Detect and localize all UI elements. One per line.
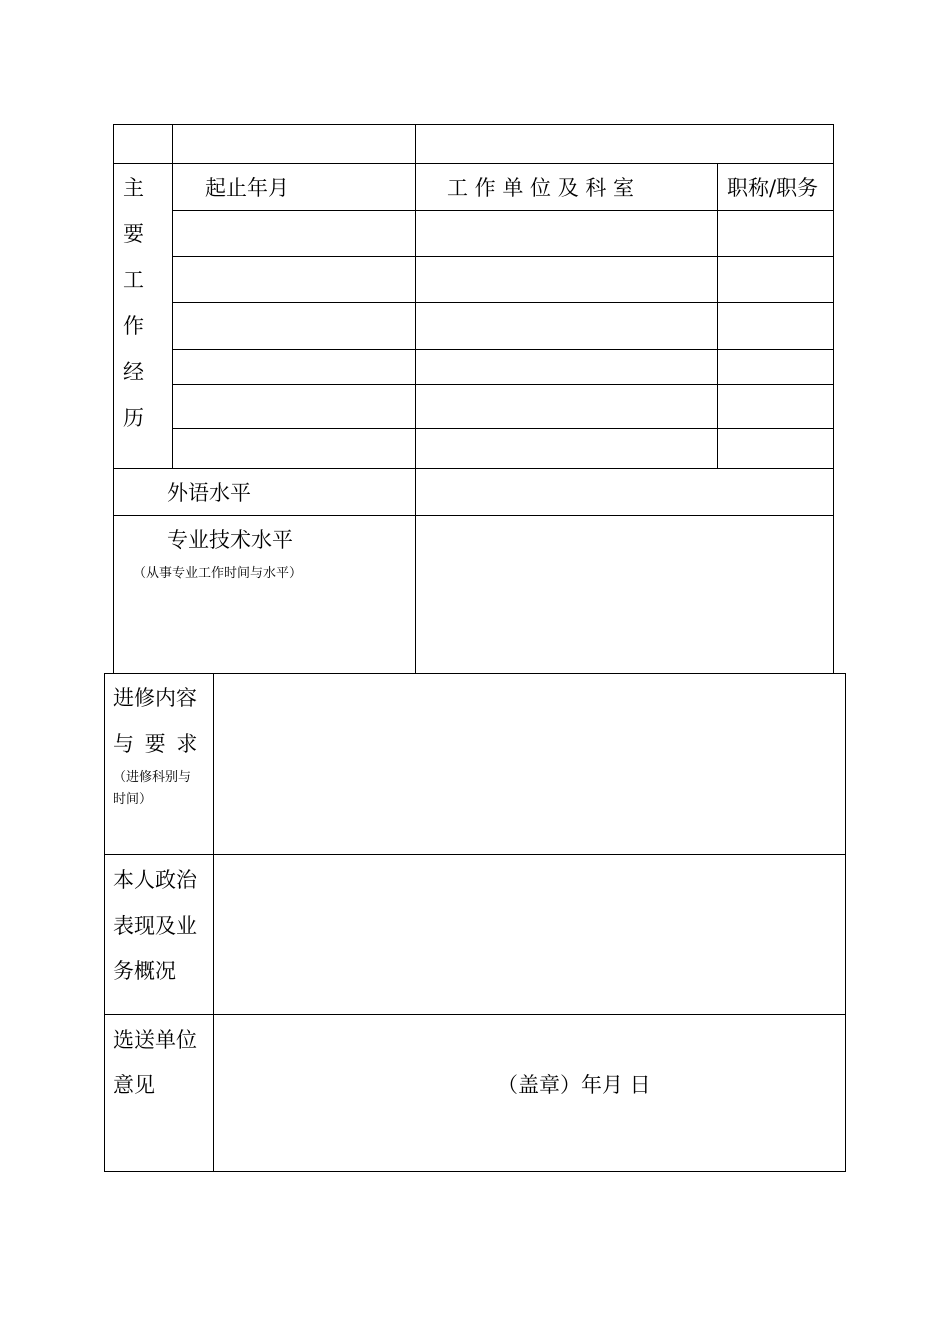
political-label-line1: 本人政治 xyxy=(113,868,197,892)
foreign-language-label: 外语水平 xyxy=(167,481,251,505)
side-char: 工 xyxy=(123,268,144,292)
title-cell[interactable] xyxy=(719,212,832,255)
training-label-line1: 进修内容 xyxy=(113,686,197,710)
unit-opinion-label-line2: 意见 xyxy=(113,1073,155,1097)
period-cell[interactable] xyxy=(174,351,414,383)
col-header-unit: 工 作 单 位 及 科 室 xyxy=(447,176,635,200)
period-cell[interactable] xyxy=(174,430,414,467)
training-field[interactable] xyxy=(215,675,844,853)
side-char: 作 xyxy=(123,314,144,338)
col-header-period: 起止年月 xyxy=(205,176,289,200)
title-cell[interactable] xyxy=(719,304,832,348)
title-cell[interactable] xyxy=(719,351,832,383)
side-char: 要 xyxy=(123,222,144,246)
side-char: 主 xyxy=(123,176,144,200)
training-label-line2: 与 要 求 xyxy=(113,732,200,756)
political-label-line3: 务概况 xyxy=(113,959,176,983)
training-note-line1: （进修科别与 xyxy=(113,770,192,785)
period-cell[interactable] xyxy=(174,212,414,255)
unit-cell[interactable] xyxy=(417,212,716,255)
political-label-line2: 表现及业 xyxy=(113,914,197,938)
col-header-title: 职称/职务 xyxy=(727,176,819,200)
unit-cell[interactable] xyxy=(417,304,716,348)
title-cell[interactable] xyxy=(719,386,832,427)
period-cell[interactable] xyxy=(174,304,414,348)
unit-cell[interactable] xyxy=(417,258,716,301)
professional-level-field[interactable] xyxy=(417,517,832,673)
political-field[interactable] xyxy=(215,856,844,1013)
period-cell[interactable] xyxy=(174,386,414,427)
unit-cell[interactable] xyxy=(417,351,716,383)
unit-cell[interactable] xyxy=(417,430,716,467)
unit-cell[interactable] xyxy=(417,386,716,427)
professional-level-label: 专业技术水平 xyxy=(167,528,293,552)
unit-opinion-label-line1: 选送单位 xyxy=(113,1028,197,1052)
title-cell[interactable] xyxy=(719,430,832,467)
title-cell[interactable] xyxy=(719,258,832,301)
training-note-line2: 时间） xyxy=(113,792,153,807)
side-char: 经 xyxy=(123,360,144,384)
stamp-date-text: （盖章）年月 日 xyxy=(497,1073,651,1097)
period-cell[interactable] xyxy=(174,258,414,301)
foreign-language-field[interactable] xyxy=(417,470,832,514)
side-char: 历 xyxy=(123,406,144,430)
professional-level-note: （从事专业工作时间与水平） xyxy=(133,566,303,581)
